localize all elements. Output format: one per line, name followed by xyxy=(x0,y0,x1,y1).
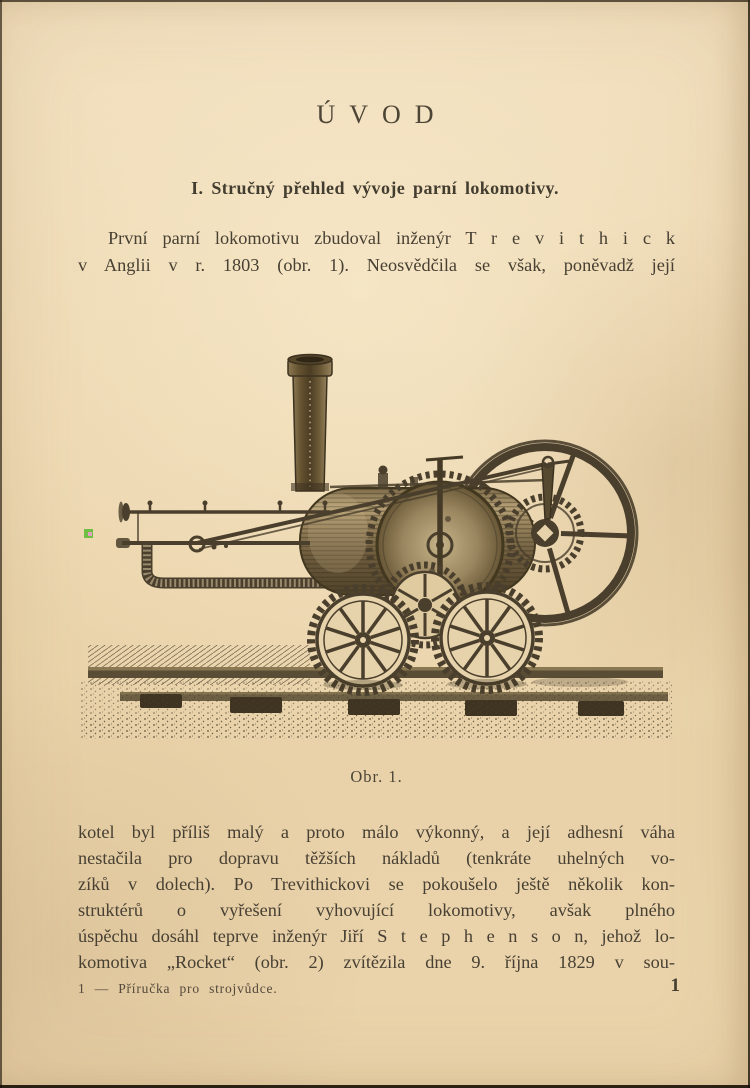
text-line: nestačila pro dopravu těžších nákladů (tenkráte uhelných vo- xyxy=(78,848,675,868)
scan-artifact-pixel xyxy=(88,532,92,536)
text-line: První parní lokomotivu zbudoval inženýr T r e v i t h i c k xyxy=(108,228,675,248)
text-line: komotiva „Rocket“ (obr. 2) zvítězila dne 9. října 1829 v sou- xyxy=(78,952,675,972)
intro-paragraph xyxy=(78,225,675,279)
text-line: kotel byl příliš malý a proto málo výkonný, a její adhesní váha xyxy=(78,822,675,842)
body-paragraph xyxy=(78,819,675,975)
text-line: úspěchu dosáhl teprve inženýr Jiří S t e p h e n s o n, jehož lo- xyxy=(78,926,675,946)
page-title: ÚVOD xyxy=(316,100,448,129)
page-number: 1 xyxy=(670,975,680,996)
text-line: zíků v dolech). Po Trevithickovi se pokoušelo ještě několik kon- xyxy=(78,874,675,894)
crosshead-guide xyxy=(116,501,330,549)
figure-caption: Obr. 1. xyxy=(350,767,403,786)
text-line: v Anglii v r. 1803 (obr. 1). Neosvědčila se však, poněvadž její xyxy=(78,255,675,275)
printers-signature: 1 — Příručka pro strojvůdce. xyxy=(78,981,278,996)
chimney xyxy=(288,355,332,492)
text-line: struktérů o vyřešení vyhovující lokomotivy, avšak plného xyxy=(78,900,675,920)
scan-artifact xyxy=(84,529,93,538)
section-heading: I. Stručný přehled vývoje parní lokomotivy. xyxy=(191,178,559,198)
locomotive-engraving xyxy=(80,333,680,748)
